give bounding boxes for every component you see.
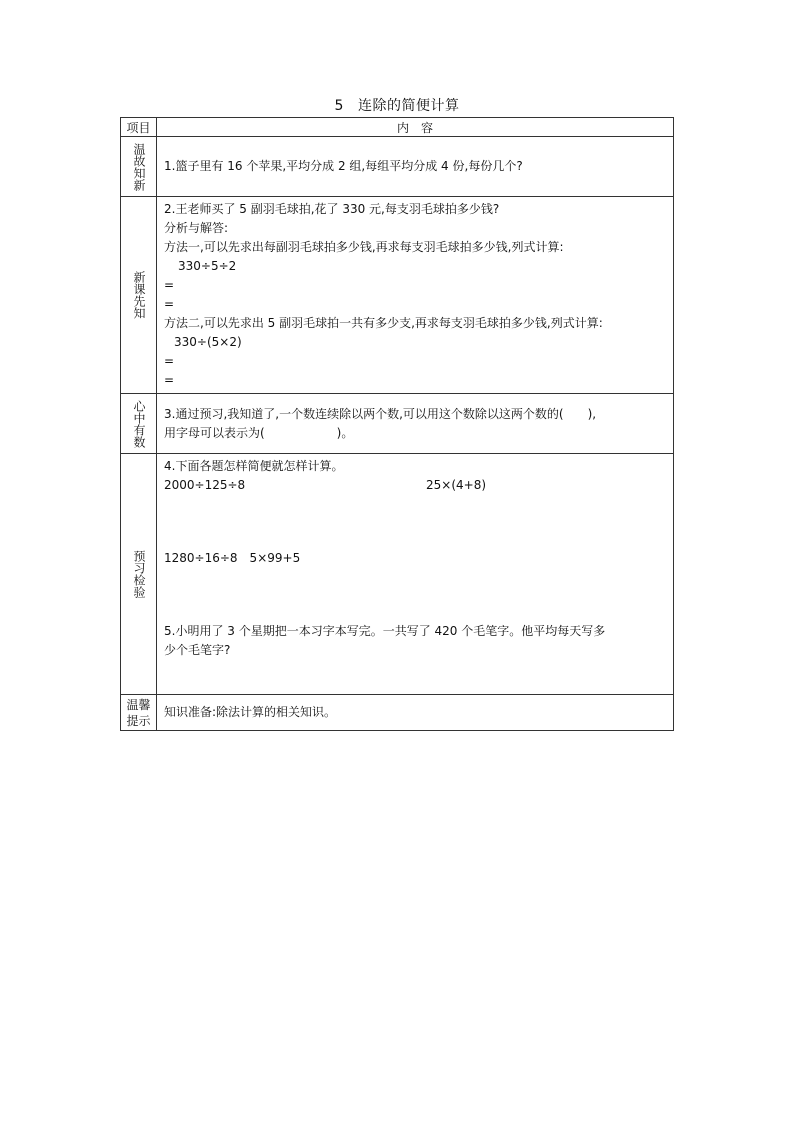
content-summary: [157, 394, 674, 454]
label-tips: 温馨 提示: [126, 697, 151, 728]
question-5-line-1: 5.小明用了 3 个星期把一本习字本写完。一共写了 420 个毛笔字。他平均每天写多: [164, 624, 606, 638]
lesson-title: 连除的简便计算: [357, 98, 460, 114]
header-content: 内 容: [157, 118, 674, 137]
label-text: 预习检验: [132, 550, 146, 598]
question-5-line-2: 少个毛笔字?: [164, 643, 231, 657]
row-label-summary: [121, 394, 157, 454]
row-new-lesson: [121, 197, 674, 394]
label-text: [121, 697, 156, 729]
lesson-number: 5: [334, 98, 344, 114]
row-label-new-lesson: [121, 197, 157, 394]
label-text: 温故知新: [132, 142, 146, 191]
method-2-step-2: =: [164, 373, 175, 387]
header-project: 项目: [121, 118, 157, 137]
row-summary: [121, 394, 674, 454]
content-practice: [157, 454, 674, 695]
question-4: 4.下面各题怎样简便就怎样计算。: [164, 459, 344, 473]
worksheet-table: [120, 117, 674, 731]
question-2: 2.王老师买了 5 副羽毛球拍,花了 330 元,每支羽毛球拍多少钱?: [164, 202, 500, 216]
row-label-practice: [121, 454, 157, 695]
question-1: 1.篮子里有 16 个苹果,平均分成 2 组,每组平均分成 4 份,每份几个?: [164, 159, 523, 173]
method-1-step-2: =: [164, 297, 175, 311]
row-practice: [121, 454, 674, 695]
label-text: 心中有数: [132, 399, 146, 448]
calc-row-2: 1280÷16÷8 5×99+5: [164, 551, 301, 565]
method-2-step-1: =: [164, 354, 175, 368]
content-review: [157, 137, 674, 197]
method-1: 方法一,可以先求出每副羽毛球拍多少钱,再求每支羽毛球拍多少钱,列式计算:: [164, 240, 564, 254]
method-1-expression: 330÷5÷2: [178, 259, 237, 273]
calc-row-1: [164, 476, 667, 495]
method-2: 方法二,可以先求出 5 副羽毛球拍一共有多少支,再求每支羽毛球拍多少钱,列式计算:: [164, 316, 603, 330]
question-3-line-2: 用字母可以表示为( )。: [164, 425, 354, 440]
question-3-line-1: 3.通过预习,我知道了,一个数连续除以两个数,可以用这个数除以这两个数的( ),: [164, 406, 597, 421]
content-tips: [157, 695, 674, 731]
answer-space-1: [164, 495, 667, 549]
row-review: [121, 137, 674, 197]
calc-2: 25×(4+8): [426, 478, 487, 492]
answer-space-2: [164, 568, 667, 622]
row-label-review: [121, 137, 157, 197]
tips-text: 知识准备:除法计算的相关知识。: [164, 705, 337, 719]
page-title: [0, 95, 794, 115]
content-new-lesson: [157, 197, 674, 394]
label-text: 新课先知: [132, 271, 146, 319]
method-1-step-1: =: [164, 278, 175, 292]
calc-1: 2000÷125÷8: [164, 478, 246, 492]
analysis-heading: 分析与解答:: [164, 221, 229, 235]
row-tips: [121, 695, 674, 731]
header-row: [121, 118, 674, 137]
row-label-tips: [121, 695, 157, 731]
method-2-expression: 330÷(5×2): [174, 335, 242, 349]
